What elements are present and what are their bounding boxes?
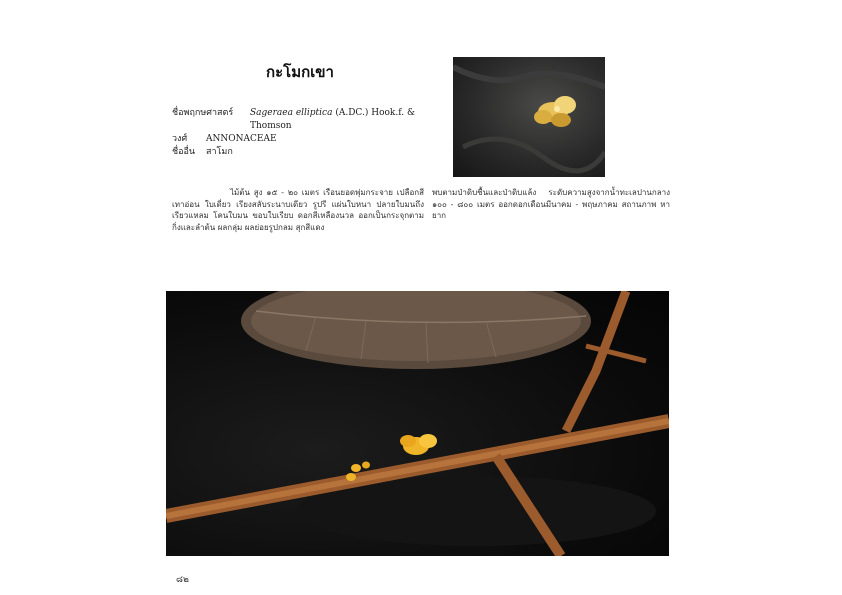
branch-flowers-photo	[166, 291, 669, 556]
other-name-value: สาโมก	[206, 147, 233, 157]
scientific-name-row	[172, 107, 422, 133]
flower-closeup-photo	[453, 57, 605, 177]
description-paragraph-right: พบตามป่าดิบชื้นและป่าดิบแล้ง ระดับความสูงจากน้ำทะเลปานกลาง ๑๐๐ - ๘๐๐ เมตร ออกดอกเดือนมีนาคม - พฤษภาคม สถานภาพ หายาก	[432, 188, 670, 220]
scientific-name-label: ชื่อพฤกษศาสตร์	[172, 108, 234, 118]
family-value: ANNONACEAE	[206, 134, 277, 144]
page-number: ๘๒	[176, 575, 189, 585]
description-paragraph-left: ไม้ต้น สูง ๑๕ - ๒๐ เมตร เรือนยอดพุ่มกระจาย เปลือกสีเทาอ่อน ใบเดี่ยว เรียงสลับระนาบเดียว รูปรี แผ่นใบหนา ปลายใบมนถึงเรียวแหลม โคนใบมน ขอบใบเรียบ ดอกสีเหลืองนวล ออกเป็นกระจุกตามกิ่งและลำต้น ผลกลุ่ม ผลย่อยรูปกลม สุกสีแดง	[172, 188, 424, 232]
other-name-row	[172, 146, 422, 159]
scientific-name: Sageraea elliptica	[250, 108, 333, 118]
species-meta	[172, 107, 422, 159]
other-name-label: ชื่ออื่น	[172, 147, 196, 157]
family-label: วงศ์	[172, 134, 188, 144]
scientific-name-value	[250, 107, 422, 133]
family-row	[172, 133, 422, 146]
scientific-name-author: (A.DC.) Hook.f. & Thomson	[250, 108, 415, 131]
page-title: กะโมกเขา	[266, 63, 334, 81]
